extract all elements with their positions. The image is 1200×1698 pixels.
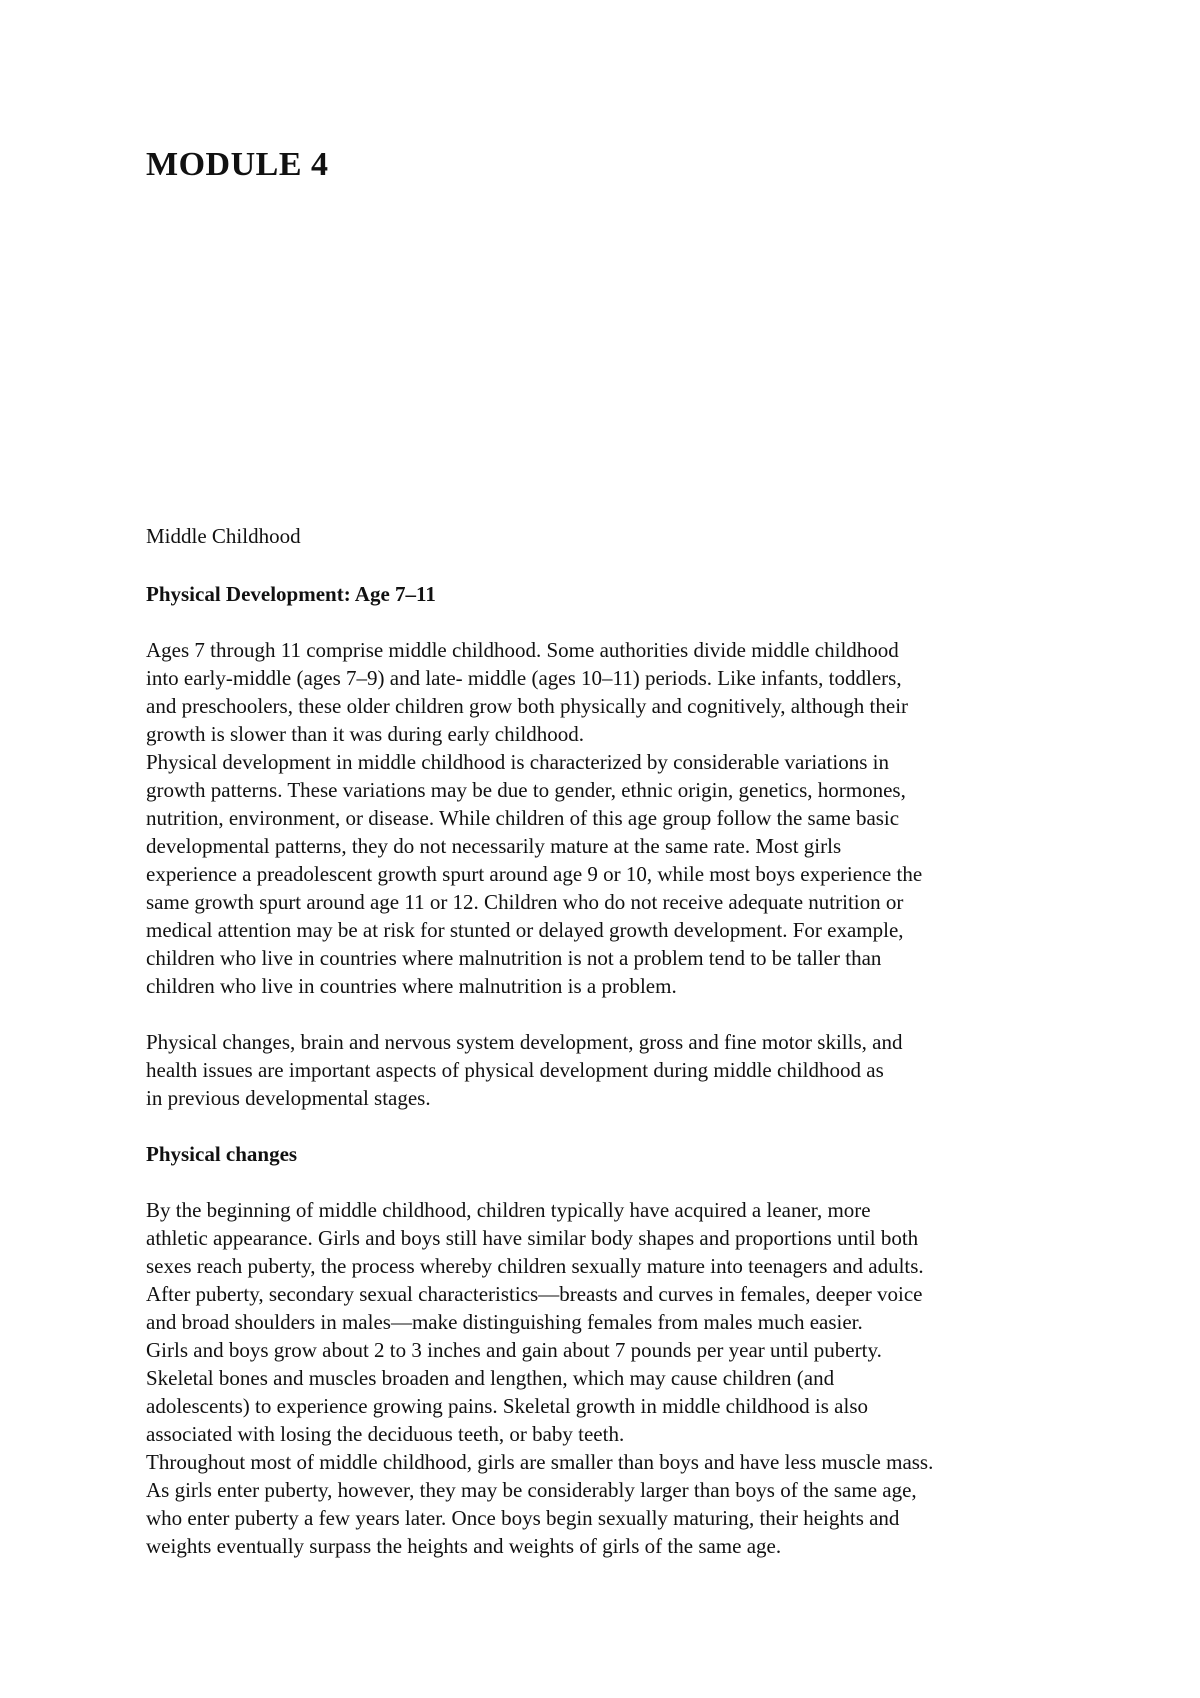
heading-physical-development: Physical Development: Age 7–11: [146, 582, 436, 606]
paragraph-gap: [146, 1000, 1086, 1028]
paragraph: After puberty, secondary sexual characteristics—breasts and curves in females, deeper voice and broad shoulders in males—make distinguishing females from males much easier.: [146, 1282, 923, 1334]
section-subtitle: Middle Childhood: [146, 524, 301, 548]
paragraph-gap: [146, 1112, 1086, 1140]
heading-physical-changes: Physical changes: [146, 1142, 298, 1166]
paragraph: Ages 7 through 11 comprise middle childhood. Some authorities divide middle childhood into early-middle (ages 7–9) and late- middle (ages 10–11) periods. Like infants, toddlers, and preschoolers, these older children grow both physically and cognitively, although their growth is slower than it was during early childhood.: [146, 638, 909, 746]
paragraph: Physical changes, brain and nervous system development, gross and fine motor skills, and health issues are important aspects of physical development during middle childhood as in previous developmental stages.: [146, 1030, 903, 1110]
paragraph: Girls and boys grow about 2 to 3 inches and gain about 7 pounds per year until puberty. Skeletal bones and muscles broaden and lengthen, which may cause children (and adolescents) to experience growing pains. Skeletal growth in middle childhood is also associated with losing the deciduous teeth, or baby teeth.: [146, 1338, 882, 1446]
document-body: [146, 580, 1086, 1560]
paragraph: By the beginning of middle childhood, children typically have acquired a leaner, more athletic appearance. Girls and boys still have similar body shapes and proportions until both sexes reach puberty, the process whereby children sexually mature into teenagers and adults.: [146, 1198, 924, 1278]
paragraph: Physical development in middle childhood is characterized by considerable variations in growth patterns. These variations may be due to gender, ethnic origin, genetics, hormones, nutrition, environment, or disease. While children of this age group follow the same basic developmental patterns, they do not necessarily mature at the same rate. Most girls experience a preadolescent growth spurt around age 9 or 10, while most boys experience the same growth spurt around age 11 or 12. Children who do not receive adequate nutrition or medical attention may be at risk for stunted or delayed growth development. For example, children who live in countries where malnutrition is not a problem tend to be taller than children who live in countries where malnutrition is a problem.: [146, 750, 923, 998]
paragraph: Throughout most of middle childhood, girls are smaller than boys and have less muscle mass. As girls enter puberty, however, they may be considerably larger than boys of the same age, who enter puberty a few years later. Once boys begin sexually maturing, their heights and weights eventually surpass the heights and weights of girls of the same age.: [146, 1450, 934, 1558]
module-title: MODULE 4: [146, 146, 329, 183]
